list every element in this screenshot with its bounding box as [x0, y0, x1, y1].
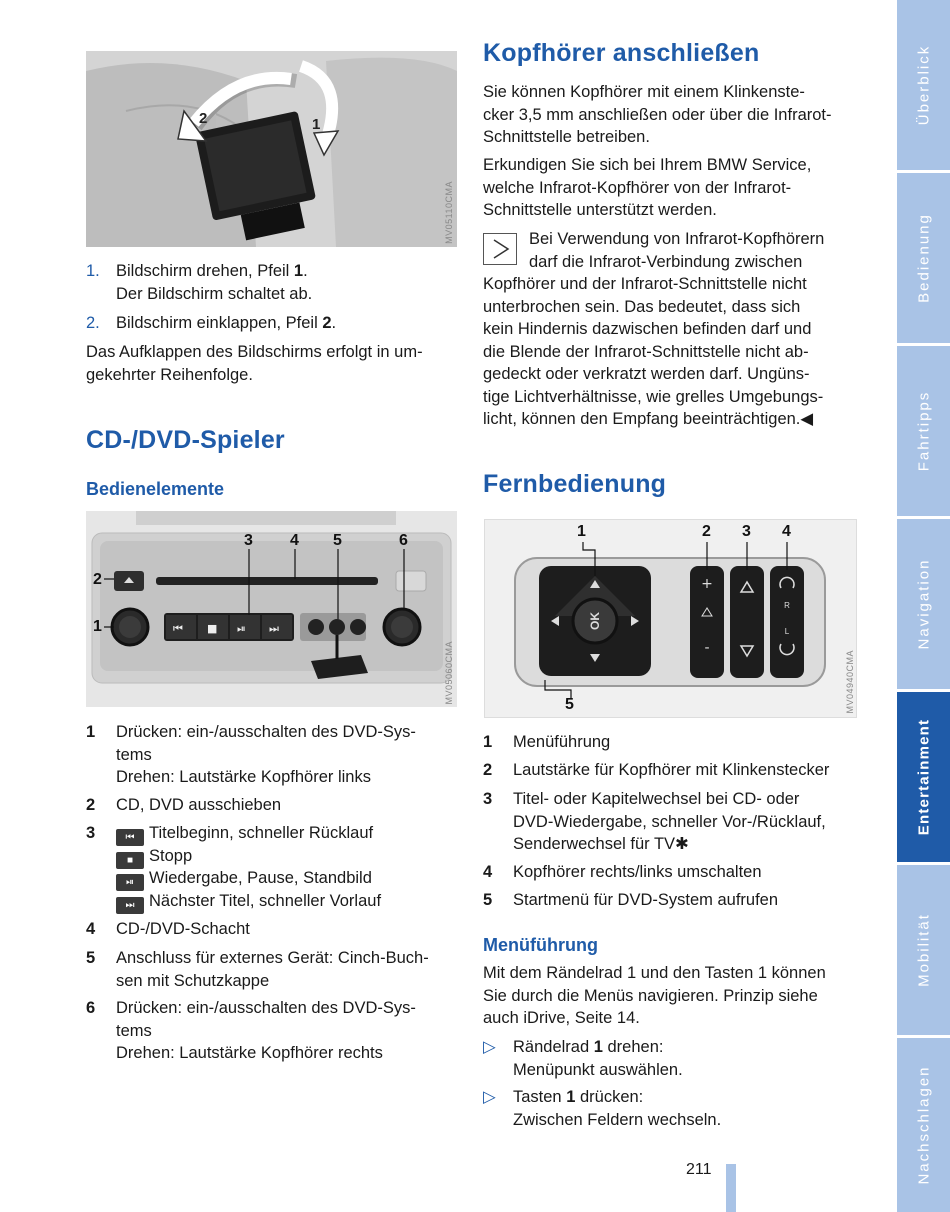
remote-item-4 [483, 861, 863, 884]
item-text: tems [116, 1021, 152, 1040]
remote-item-1 [483, 731, 863, 754]
cd-item-2 [86, 794, 458, 817]
bullet-subtext: Zwischen Feldern wechseln. [513, 1110, 722, 1129]
paragraph-line: Das Aufklappen des Bildschirms erfolgt in um- [86, 343, 423, 361]
callout-4: 4 [290, 532, 299, 549]
item-text: Startmenü für DVD-System aufrufen [513, 891, 779, 909]
remote-item-3 [483, 788, 863, 856]
remote-illustration [485, 520, 856, 717]
bedienelemente-subheading: Bedienelemente [86, 479, 225, 499]
dvd-player-figure [86, 511, 457, 707]
paragraph-line: cker 3,5 mm anschließen oder über die Infrarot- [483, 105, 832, 124]
icon-line [116, 890, 381, 914]
paragraph-line: welche Infrarot-Kopfhörer von der Infrarot- [483, 178, 792, 197]
item-number: 4 [483, 863, 493, 881]
page-number-bar [726, 1164, 736, 1212]
item-text: Lautstärke für Kopfhörer mit Klinkenstecker [513, 761, 830, 779]
callout-3: 3 [742, 523, 751, 540]
cd-item-6 [86, 997, 458, 1065]
step-arrow-ref: 2 [322, 314, 332, 332]
bullet-marker-icon: ▷ [483, 1038, 496, 1056]
remote-item-5 [483, 889, 863, 912]
tab-label: Entertainment [915, 718, 932, 836]
item-text: Anschluss für externes Gerät: Cinch-Buch- [116, 949, 429, 967]
paragraph-line: tige Lichtverhältnisse, wie grelles Umgebungs- [483, 387, 824, 406]
figure-code: MV05060CMA [444, 641, 454, 705]
callout-4: 4 [782, 523, 791, 540]
remote-figure [484, 519, 857, 718]
callout-2: 2 [702, 523, 711, 540]
note-paragraph [483, 273, 868, 431]
note-triangle-icon [484, 234, 516, 264]
item-number: 3 [483, 790, 493, 808]
remote-item-2 [483, 759, 863, 782]
menuefuehrung-subheading: Menüführung [483, 935, 598, 955]
item-text: Stopp [149, 846, 193, 865]
step-text-end: . [303, 262, 308, 280]
tab-nachschlagen[interactable] [897, 1038, 950, 1212]
note-icon [483, 233, 517, 265]
step-2 [86, 312, 456, 335]
paragraph-line: auch iDrive, Seite 14. [483, 1009, 640, 1027]
page-number: 211 [686, 1161, 712, 1178]
item-number: 1 [483, 733, 493, 751]
rewind-icon: ⏮ [116, 829, 144, 846]
paragraph-line: Schnittstelle unterstützt werden. [483, 201, 717, 219]
step-text-end: . [331, 314, 337, 332]
tab-ueberblick[interactable] [897, 0, 950, 170]
cd-item-1 [86, 721, 458, 789]
paragraph-line: Sie durch die Menüs navigieren. Prinzip siehe [483, 986, 818, 1005]
step-number: 2. [86, 314, 100, 332]
item-text: Wiedergabe, Pause, Standbild [149, 869, 372, 887]
cd-item-4 [86, 918, 458, 941]
ok-label: OK [588, 612, 602, 630]
item-text: Nächster Titel, schneller Vorlauf [149, 891, 382, 910]
figure-code: MV04940CMA [845, 650, 855, 714]
icon-line [116, 845, 192, 869]
aufklappen-paragraph [86, 341, 458, 386]
cd-dvd-heading: CD-/DVD-Spieler [86, 426, 285, 454]
item-text: Drücken: ein-/ausschalten des DVD-Sys- [116, 723, 416, 741]
paragraph-line: die Blende der Infrarot-Schnittstelle nicht ab- [483, 342, 809, 361]
callout-1: 1 [577, 523, 586, 540]
item-text: Kopfhörer rechts/links umschalten [513, 863, 762, 881]
paragraph-line: darf die Infrarot-Verbindung zwischen [529, 252, 803, 271]
tab-entertainment[interactable] [897, 692, 950, 862]
paragraph-line: licht, können den Empfang beeinträchtigen.◀ [483, 410, 814, 428]
item-number: 5 [86, 949, 96, 967]
callout-5: 5 [333, 532, 342, 549]
tab-fahrtipps[interactable] [897, 346, 950, 516]
arrow-label-2: 2 [199, 110, 208, 127]
step-arrow-ref: 1 [293, 262, 304, 280]
kopfhoerer-heading: Kopfhörer anschließen [483, 39, 760, 67]
item-number: 2 [483, 761, 493, 779]
btn-next-glyph: ⏭ [269, 622, 279, 635]
paragraph-line: Kopfhörer und der Infrarot-Schnittstelle nicht [483, 275, 807, 293]
btn-stop-glyph: ■ [207, 622, 218, 635]
screen-fold-figure [86, 51, 457, 247]
tab-label: Fahrtipps [915, 390, 932, 472]
play-pause-icon: ⏯ [116, 874, 144, 891]
item-text: Menüführung [513, 733, 611, 751]
volume-minus-label: - [704, 640, 710, 656]
arrow-label-1: 1 [312, 116, 321, 133]
item-text: CD-/DVD-Schacht [116, 920, 250, 938]
note-first-lines [529, 228, 869, 273]
tab-navigation[interactable] [897, 519, 950, 689]
bullet-text: Tasten [513, 1088, 567, 1106]
left-key-label: L [784, 627, 790, 636]
bullet-subtext: Menüpunkt auswählen. [513, 1060, 683, 1079]
paragraph-line: gekehrter Reihenfolge. [86, 365, 253, 384]
item-text: Drücken: ein-/ausschalten des DVD-Sys- [116, 999, 416, 1017]
menuefuehrung-paragraph [483, 962, 868, 1030]
bullet-marker-icon: ▷ [483, 1088, 496, 1106]
btn-prev-glyph: ⏮ [173, 622, 183, 635]
item-text: Drehen: Lautstärke Kopfhörer rechts [116, 1044, 383, 1062]
bullet-text: Rändelrad [513, 1038, 594, 1056]
tab-mobilitaet[interactable] [897, 865, 950, 1035]
step-subtext: Der Bildschirm schaltet ab. [116, 284, 313, 303]
volume-plus-label: + [701, 576, 713, 592]
item-text: Titelbeginn, schneller Rücklauf [149, 824, 374, 842]
paragraph-line: Sie können Kopfhörer mit einem Klinkenste- [483, 83, 805, 101]
bullet-ref: 1 [593, 1038, 603, 1056]
callout-5: 5 [565, 696, 574, 713]
item-number: 6 [86, 999, 96, 1017]
paragraph-line: unterbrochen sein. Das bedeutet, dass sich [483, 297, 801, 316]
callout-1: 1 [93, 618, 102, 635]
paragraph-line: gedeckt oder verkratzt werden darf. Ungüns- [483, 365, 810, 383]
step-number: 1. [86, 262, 100, 280]
cd-item-3 [86, 822, 458, 914]
bullet-ref: 1 [566, 1088, 576, 1106]
item-text: Titel- oder Kapitelwechsel bei CD- oder [513, 790, 800, 808]
icon-line [116, 822, 373, 846]
bullet-text-end: drehen: [602, 1038, 664, 1056]
item-text: Drehen: Lautstärke Kopfhörer links [116, 768, 371, 786]
step-text: Bildschirm einklappen, Pfeil [116, 314, 323, 332]
tab-label: Überblick [915, 44, 932, 126]
tab-label: Mobilität [915, 913, 932, 987]
paragraph-line: Erkundigen Sie sich bei Ihrem BMW Service, [483, 156, 812, 174]
item-number: 3 [86, 824, 96, 842]
callout-2: 2 [93, 571, 102, 588]
item-text: CD, DVD ausschieben [116, 796, 282, 814]
menu-bullet-1 [483, 1036, 863, 1082]
item-text: sen mit Schutzkappe [116, 971, 270, 990]
figure-code: MV05110CMA [444, 181, 454, 244]
kopfhoerer-paragraph-1 [483, 81, 863, 149]
cd-item-5 [86, 947, 458, 993]
fernbedienung-heading: Fernbedienung [483, 470, 667, 498]
icon-line [116, 867, 372, 891]
menu-bullet-2 [483, 1086, 863, 1132]
tab-label: Bedienung [915, 213, 932, 303]
paragraph-line: kein Hindernis dazwischen befinden darf und [483, 320, 812, 338]
paragraph-line: Bei Verwendung von Infrarot-Kopfhörern [529, 230, 825, 248]
item-number: 1 [86, 723, 96, 741]
tab-bedienung[interactable] [897, 173, 950, 343]
item-number: 4 [86, 920, 96, 938]
btn-play-glyph: ⏯ [237, 622, 246, 635]
kopfhoerer-paragraph-2 [483, 154, 863, 222]
step-1 [86, 260, 456, 306]
stop-icon: ■ [116, 852, 144, 869]
item-text: tems [116, 745, 152, 764]
item-number: 5 [483, 891, 493, 909]
callout-3: 3 [244, 532, 253, 549]
section-sidebar [897, 0, 950, 1212]
right-key-label: R [784, 601, 790, 610]
item-number: 2 [86, 796, 96, 814]
item-text: DVD-Wiedergabe, schneller Vor-/Rücklauf, [513, 812, 826, 831]
tab-label: Navigation [915, 558, 932, 650]
step-text: Bildschirm drehen, Pfeil [116, 262, 294, 280]
paragraph-line: Schnittstelle betreiben. [483, 128, 650, 146]
tab-label: Nachschlagen [915, 1065, 932, 1185]
callout-6: 6 [399, 532, 408, 549]
item-text: Senderwechsel für TV✱ [513, 835, 689, 853]
paragraph-line: Mit dem Rändelrad 1 und den Tasten 1 können [483, 964, 826, 982]
bullet-text-end: drücken: [575, 1088, 644, 1106]
fast-forward-icon: ⏭ [116, 897, 144, 914]
screen-fold-illustration [86, 51, 457, 247]
